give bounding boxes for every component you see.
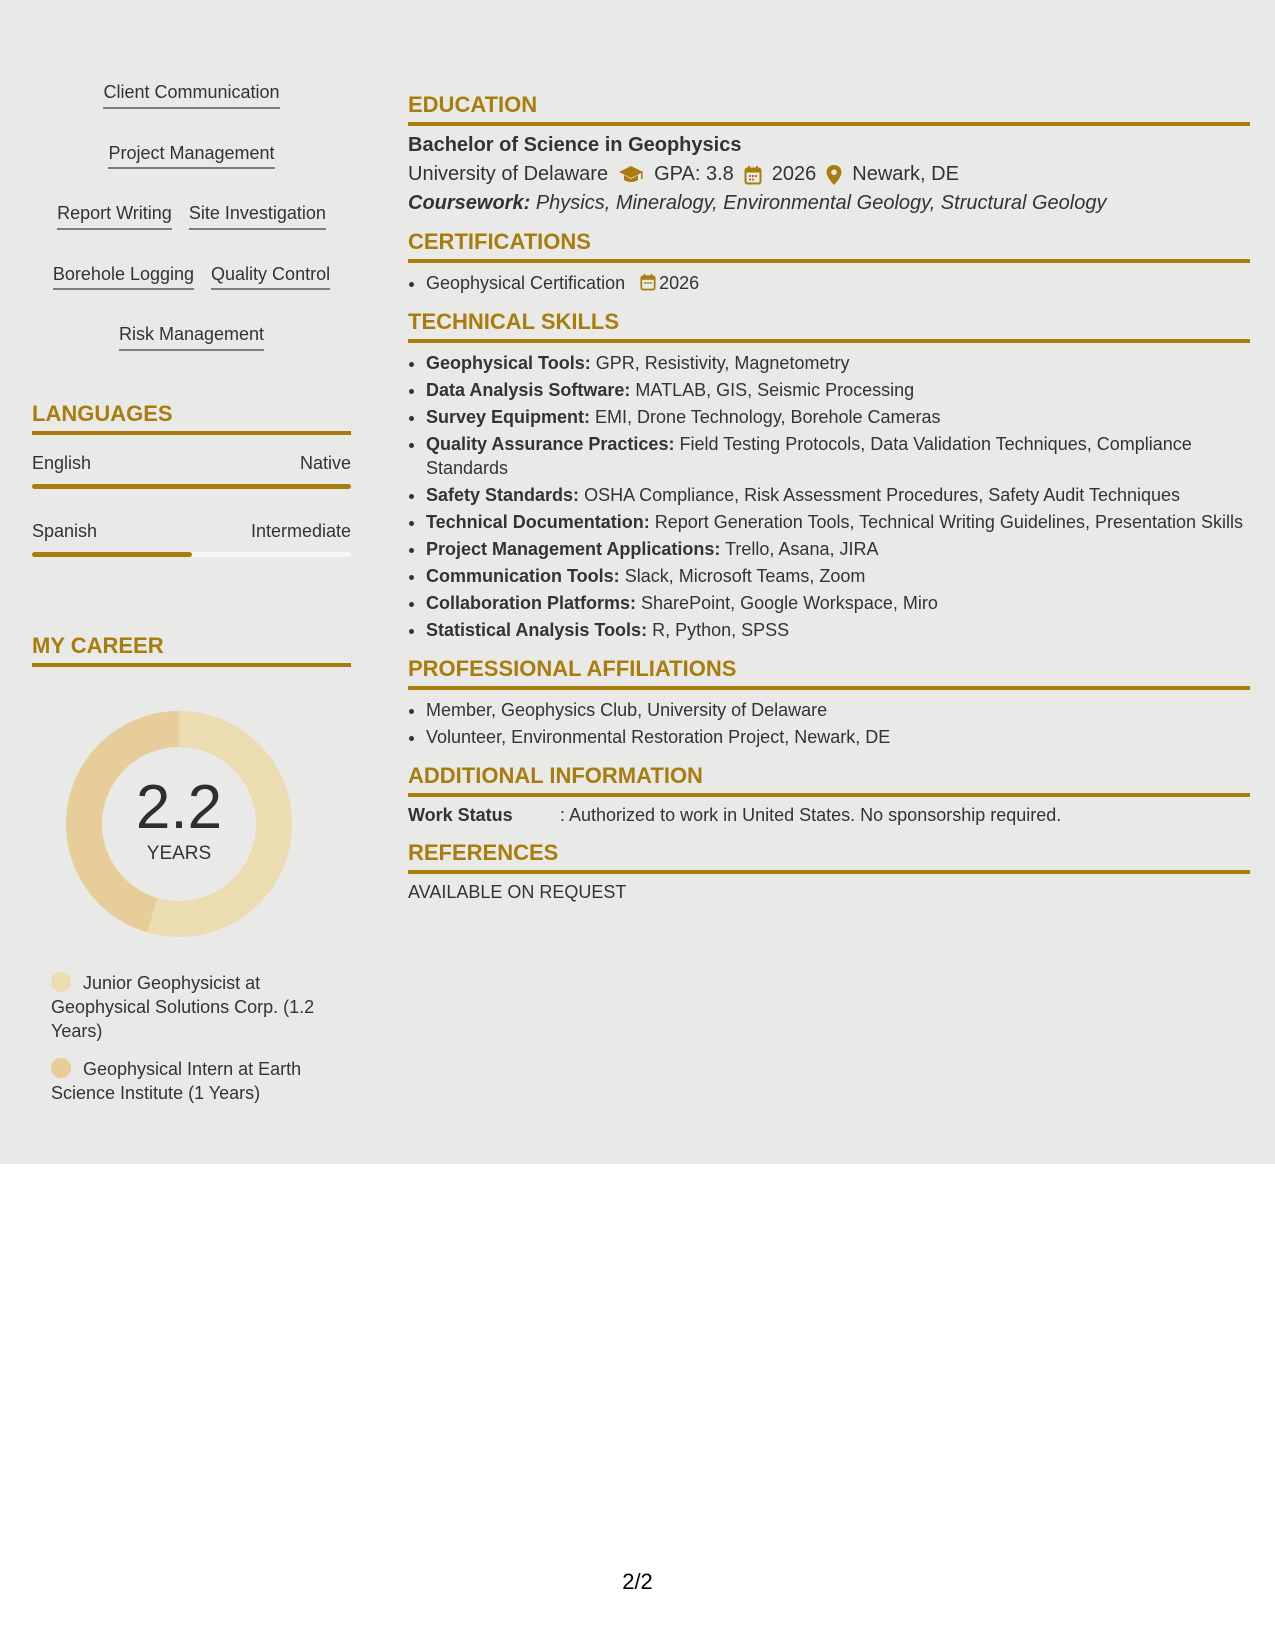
languages-section <box>32 401 351 557</box>
career-section <box>32 633 351 1105</box>
language-bar-fill <box>32 484 351 489</box>
work-status-label: Work Status <box>408 805 513 825</box>
career-unit: YEARS <box>146 842 212 864</box>
tech-skill-item <box>426 378 1250 402</box>
graduation-year: 2026 <box>771 163 817 185</box>
calendar-icon <box>744 165 762 185</box>
coursework <box>408 192 1250 215</box>
career-legend <box>51 971 341 1105</box>
tech-skill-item <box>426 537 1250 561</box>
affiliations-section <box>408 656 1250 749</box>
tech-skill-item <box>426 591 1250 615</box>
left-column <box>32 82 351 1119</box>
language-bar <box>32 484 351 489</box>
language-level: Intermediate <box>250 520 351 541</box>
career-total: 2.2 <box>135 772 223 842</box>
education-section <box>408 92 1250 215</box>
skill-tag: Site Investigation <box>189 203 326 230</box>
additional-info-section <box>408 763 1250 826</box>
tech-skill-value: R, Python, SPSS <box>652 620 790 640</box>
tech-skill-value: Field Testing Protocols, Data Validation Techniques, Compliance Standards <box>426 434 1192 478</box>
language-bar-fill <box>32 552 192 557</box>
tech-skill-value: EMI, Drone Technology, Borehole Cameras <box>595 407 941 427</box>
affiliation-item: • Volunteer, Environmental Restoration Project, Newark, DE <box>426 725 1250 749</box>
legend-dot <box>51 972 71 992</box>
languages-heading: LANGUAGES <box>32 401 351 435</box>
career-role: Geophysical Intern at Earth Science Institute (1 Years) <box>51 1058 302 1103</box>
right-column <box>408 92 1250 917</box>
tech-skill-item <box>426 432 1250 480</box>
tech-skill-label: Quality Assurance Practices: <box>426 434 675 454</box>
skill-tag: Risk Management <box>119 324 264 351</box>
tech-skill-value: SharePoint, Google Workspace, Miro <box>641 593 938 613</box>
calendar-icon <box>640 273 656 291</box>
additional-info-heading: ADDITIONAL INFORMATION <box>408 763 1250 797</box>
certification-name: Geophysical Certification <box>426 273 626 293</box>
graduation-cap-icon <box>618 165 644 185</box>
skill-tag: Report Writing <box>57 203 172 230</box>
tech-skill-label: Statistical Analysis Tools: <box>426 620 648 640</box>
technical-skills-section <box>408 309 1250 642</box>
work-status-row <box>408 805 1250 826</box>
education-heading: EDUCATION <box>408 92 1250 126</box>
coursework-list: Physics, Mineralogy, Environmental Geology, Structural Geology <box>535 192 1107 214</box>
tech-skill-label: Collaboration Platforms: <box>426 593 637 613</box>
skill-tag: Project Management <box>108 143 274 170</box>
tech-skill-item <box>426 483 1250 507</box>
location-pin-icon <box>826 165 842 185</box>
tech-skill-item <box>426 618 1250 642</box>
tech-skill-label: Communication Tools: <box>426 566 620 586</box>
references-heading: REFERENCES <box>408 840 1250 874</box>
affiliation-item: • Member, Geophysics Club, University of Delaware <box>426 698 1250 722</box>
school-location: Newark, DE <box>852 163 959 185</box>
skill-tag: Client Communication <box>103 82 279 109</box>
technical-skills-heading: TECHNICAL SKILLS <box>408 309 1250 343</box>
career-donut <box>66 711 292 937</box>
gpa: GPA: 3.8 <box>654 163 734 185</box>
coursework-label: Coursework: <box>408 192 531 214</box>
language-item <box>32 521 351 557</box>
skills-tags <box>32 82 351 351</box>
tech-skill-value: MATLAB, GIS, Seismic Processing <box>635 380 915 400</box>
tech-skill-label: Project Management Applications: <box>426 539 721 559</box>
tech-skill-label: Safety Standards: <box>426 485 580 505</box>
legend-dot <box>51 1058 71 1078</box>
career-legend-item <box>51 1057 341 1105</box>
tech-skill-label: Geophysical Tools: <box>426 353 591 373</box>
work-status-value: : Authorized to work in United States. No sponsorship required. <box>560 805 1062 825</box>
tech-skill-item <box>426 351 1250 375</box>
tech-skill-item <box>426 510 1250 534</box>
language-item <box>32 453 351 489</box>
skill-tag: Borehole Logging <box>53 264 194 291</box>
certifications-section <box>408 229 1250 295</box>
career-role: Junior Geophysicist at Geophysical Solutions Corp. (1.2 Years) <box>51 972 315 1041</box>
tech-skill-item <box>426 405 1250 429</box>
tech-skill-item <box>426 564 1250 588</box>
tech-skill-label: Survey Equipment: <box>426 407 591 427</box>
tech-skill-value: Trello, Asana, JIRA <box>725 539 879 559</box>
tech-skill-value: Slack, Microsoft Teams, Zoom <box>624 566 866 586</box>
career-heading: MY CAREER <box>32 633 351 667</box>
tech-skill-value: Report Generation Tools, Technical Writing Guidelines, Presentation Skills <box>654 512 1244 532</box>
tech-skill-value: OSHA Compliance, Risk Assessment Procedures, Safety Audit Techniques <box>584 485 1181 505</box>
language-bar <box>32 552 351 557</box>
education-details <box>408 163 1250 186</box>
school-name: University of Delaware <box>408 163 609 185</box>
certification-item <box>426 271 1250 295</box>
career-legend-item <box>51 971 341 1043</box>
tech-skill-label: Technical Documentation: <box>426 512 650 532</box>
page-number: 2/2 <box>622 1569 653 1594</box>
references-text: AVAILABLE ON REQUEST <box>408 882 627 902</box>
affiliations-heading: PROFESSIONAL AFFILIATIONS <box>408 656 1250 690</box>
skill-tag: Quality Control <box>211 264 330 291</box>
references-section <box>408 840 1250 903</box>
language-level: Native <box>299 452 351 473</box>
tech-skill-label: Data Analysis Software: <box>426 380 631 400</box>
degree-title: Bachelor of Science in Geophysics <box>408 134 742 156</box>
certification-year: 2026 <box>659 273 700 293</box>
certifications-heading: CERTIFICATIONS <box>408 229 1250 263</box>
language-name: English <box>32 452 92 473</box>
language-name: Spanish <box>32 520 98 541</box>
tech-skill-value: GPR, Resistivity, Magnetometry <box>595 353 850 373</box>
